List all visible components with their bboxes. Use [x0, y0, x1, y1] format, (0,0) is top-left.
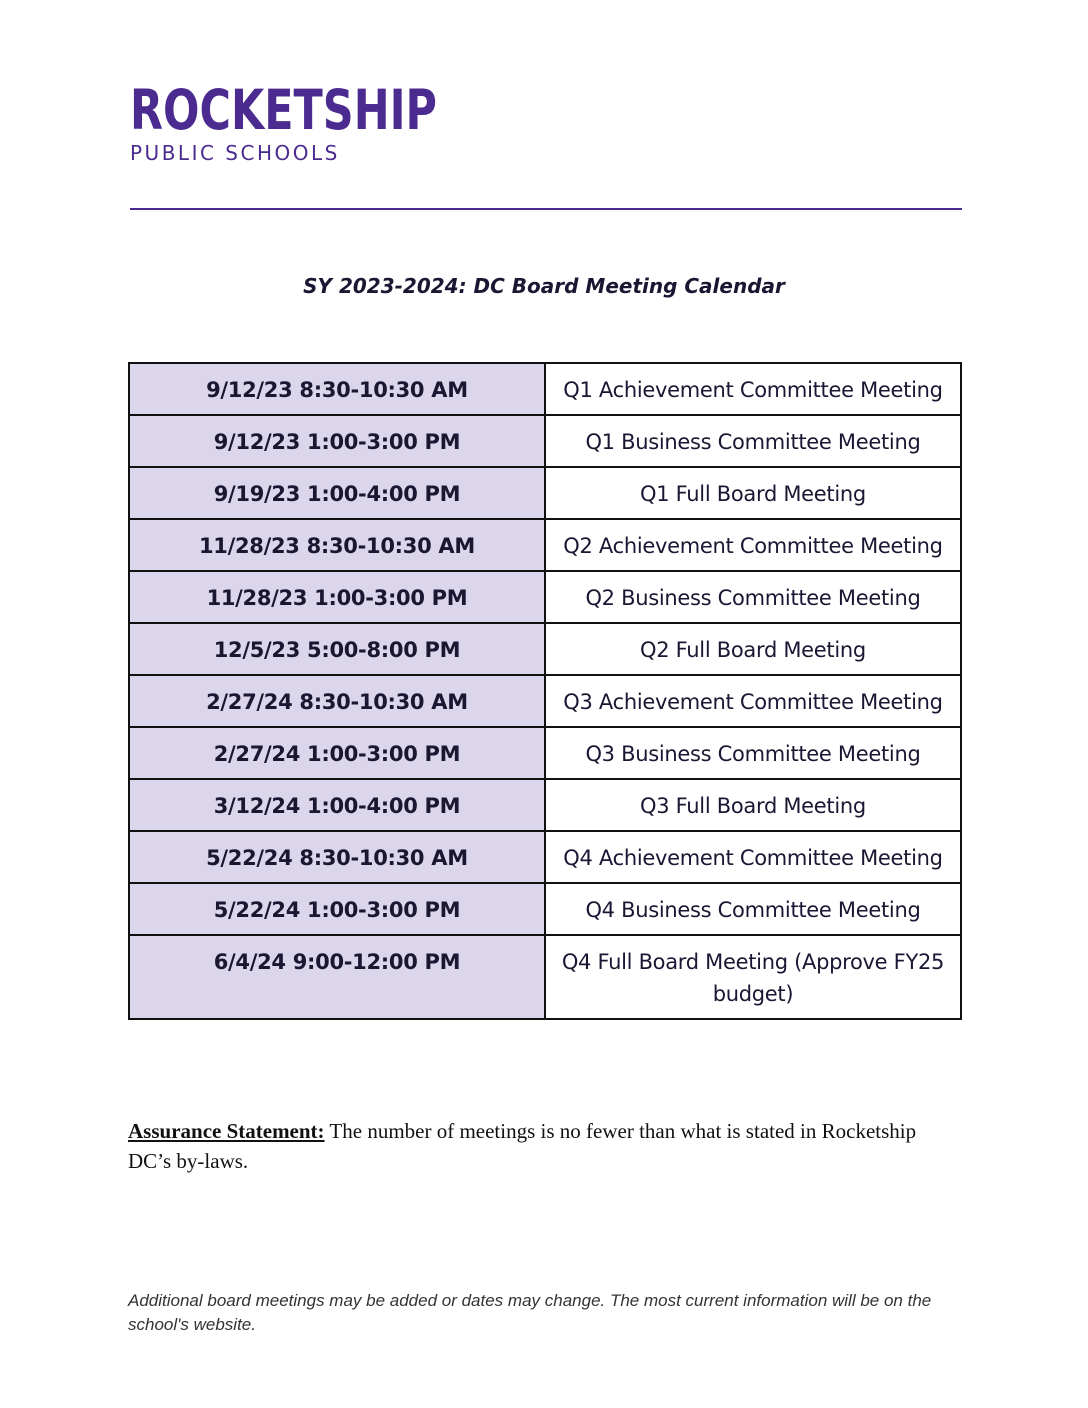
- meeting-event: Q2 Business Committee Meeting: [545, 571, 961, 623]
- meeting-event: Q3 Achievement Committee Meeting: [545, 675, 961, 727]
- table-row: [129, 571, 961, 623]
- table-row: [129, 623, 961, 675]
- meeting-calendar-table: [128, 362, 962, 1020]
- meeting-date: 2/27/24 1:00-3:00 PM: [129, 727, 545, 779]
- meeting-date: 12/5/23 5:00-8:00 PM: [129, 623, 545, 675]
- table-row: [129, 675, 961, 727]
- meeting-date: 9/12/23 8:30-10:30 AM: [129, 363, 545, 415]
- meeting-event: Q4 Achievement Committee Meeting: [545, 831, 961, 883]
- page-title: SY 2023-2024: DC Board Meeting Calendar: [303, 274, 785, 298]
- table-row: [129, 883, 961, 935]
- table-row: [129, 363, 961, 415]
- meeting-date: 5/22/24 1:00-3:00 PM: [129, 883, 545, 935]
- table-row: [129, 467, 961, 519]
- meeting-date: 3/12/24 1:00-4:00 PM: [129, 779, 545, 831]
- table-row: [129, 779, 961, 831]
- assurance-statement: [128, 1116, 948, 1176]
- meeting-event: Q1 Full Board Meeting: [545, 467, 961, 519]
- meeting-event: Q1 Achievement Committee Meeting: [545, 363, 961, 415]
- meeting-event: Q3 Business Committee Meeting: [545, 727, 961, 779]
- meeting-event: Q1 Business Committee Meeting: [545, 415, 961, 467]
- meeting-date: 11/28/23 1:00-3:00 PM: [129, 571, 545, 623]
- table-row: [129, 727, 961, 779]
- table-row: [129, 415, 961, 467]
- meeting-event: Q4 Business Committee Meeting: [545, 883, 961, 935]
- meeting-date: 6/4/24 9:00-12:00 PM: [129, 935, 545, 1019]
- logo-wordmark: ROCKETSHIP: [130, 78, 438, 142]
- table-row: [129, 935, 961, 1019]
- logo-subtitle: PUBLIC SCHOOLS: [130, 141, 340, 165]
- assurance-text: The number of meetings is no fewer than what is stated in Rocketship DC’s by-laws.: [128, 1119, 917, 1173]
- meeting-date: 11/28/23 8:30-10:30 AM: [129, 519, 545, 571]
- meeting-date: 9/12/23 1:00-3:00 PM: [129, 415, 545, 467]
- meeting-date: 5/22/24 8:30-10:30 AM: [129, 831, 545, 883]
- meeting-event: Q2 Full Board Meeting: [545, 623, 961, 675]
- meeting-event: Q4 Full Board Meeting (Approve FY25 budget): [545, 935, 961, 1019]
- rocketship-logo: [130, 78, 438, 165]
- table-row: [129, 831, 961, 883]
- footnote: Additional board meetings may be added or dates may change. The most current information will be on the school's website.: [128, 1291, 932, 1334]
- table-row: [129, 519, 961, 571]
- assurance-label: Assurance Statement:: [128, 1119, 325, 1143]
- meeting-event: Q3 Full Board Meeting: [545, 779, 961, 831]
- header-divider: [130, 208, 962, 210]
- meeting-date: 9/19/23 1:00-4:00 PM: [129, 467, 545, 519]
- meeting-event: Q2 Achievement Committee Meeting: [545, 519, 961, 571]
- meeting-date: 2/27/24 8:30-10:30 AM: [129, 675, 545, 727]
